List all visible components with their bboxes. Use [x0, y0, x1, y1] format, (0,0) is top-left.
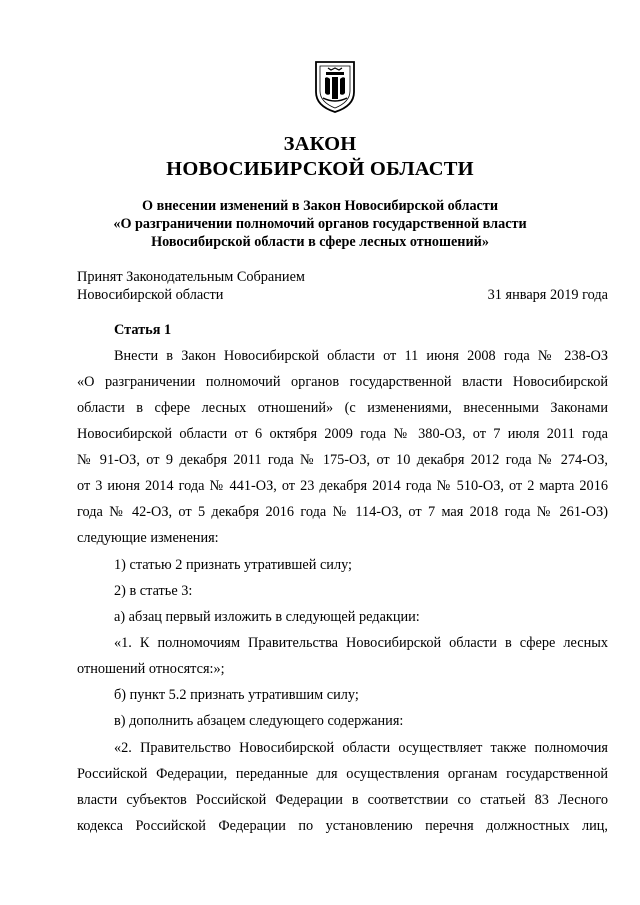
list-item: в) дополнить абзацем следующего содержания:: [114, 713, 404, 729]
law-title: ЗАКОН: [283, 133, 357, 155]
paragraph-line: Новосибирской области от 6 октября 2009 года № 380-ОЗ, от 7 июля 2011 года: [77, 426, 608, 442]
coat-of-arms-icon: [313, 58, 357, 114]
paragraph-line: отношений относятся:»;: [77, 661, 225, 677]
paragraph-line: кодекса Российской Федерации по установлению перечня должностных лиц,: [77, 818, 608, 834]
paragraph-line: Внести в Закон Новосибирской области от 11 июня 2008 года № 238-ОЗ: [114, 348, 608, 364]
list-item: 2) в статье 3:: [114, 583, 193, 599]
paragraph-line: «О разграничении полномочий органов государственной власти Новосибирской: [77, 374, 608, 390]
paragraph-line: № 91-ОЗ, от 9 декабря 2011 года № 175-ОЗ, от 10 декабря 2012 года № 274-ОЗ,: [77, 452, 608, 468]
article-heading: Статья 1: [114, 322, 172, 338]
law-subtitle-line: «О разграничении полномочий органов государственной власти: [113, 216, 527, 232]
law-subtitle-line: Новосибирской области в сфере лесных отношений»: [151, 234, 489, 250]
paragraph-line: области в сфере лесных отношений» (с изменениями, внесенными Законами: [77, 400, 608, 416]
paragraph-line: «2. Правительство Новосибирской области осуществляет также полномочия: [114, 740, 608, 756]
list-item: 1) статью 2 признать утратившей силу;: [114, 557, 353, 573]
list-item: а) абзац первый изложить в следующей редакции:: [114, 609, 420, 625]
adoption-line: Принят Законодательным Собранием: [77, 269, 305, 285]
paragraph-line: Российской Федерации, переданные для осуществления органам государственной: [77, 766, 608, 782]
paragraph-line: года № 42-ОЗ, от 5 декабря 2016 года № 114-ОЗ, от 7 мая 2018 года № 261-ОЗ): [77, 504, 608, 520]
paragraph-line: следующие изменения:: [77, 530, 219, 546]
adoption-line: Новосибирской области: [77, 287, 224, 303]
paragraph-line: от 3 июня 2014 года № 441-ОЗ, от 23 декабря 2014 года № 510-ОЗ, от 2 марта 2016: [77, 478, 608, 494]
paragraph-line: «1. К полномочиям Правительства Новосибирской области в сфере лесных: [114, 635, 608, 651]
list-item: б) пункт 5.2 признать утратившим силу;: [114, 687, 359, 703]
adoption-date: 31 января 2019 года: [487, 287, 608, 303]
law-region: НОВОСИБИРСКОЙ ОБЛАСТИ: [166, 158, 474, 180]
paragraph-line: власти субъектов Российской Федерации в соответствии со статьей 83 Лесного: [77, 792, 608, 808]
law-subtitle-line: О внесении изменений в Закон Новосибирской области: [142, 198, 498, 214]
